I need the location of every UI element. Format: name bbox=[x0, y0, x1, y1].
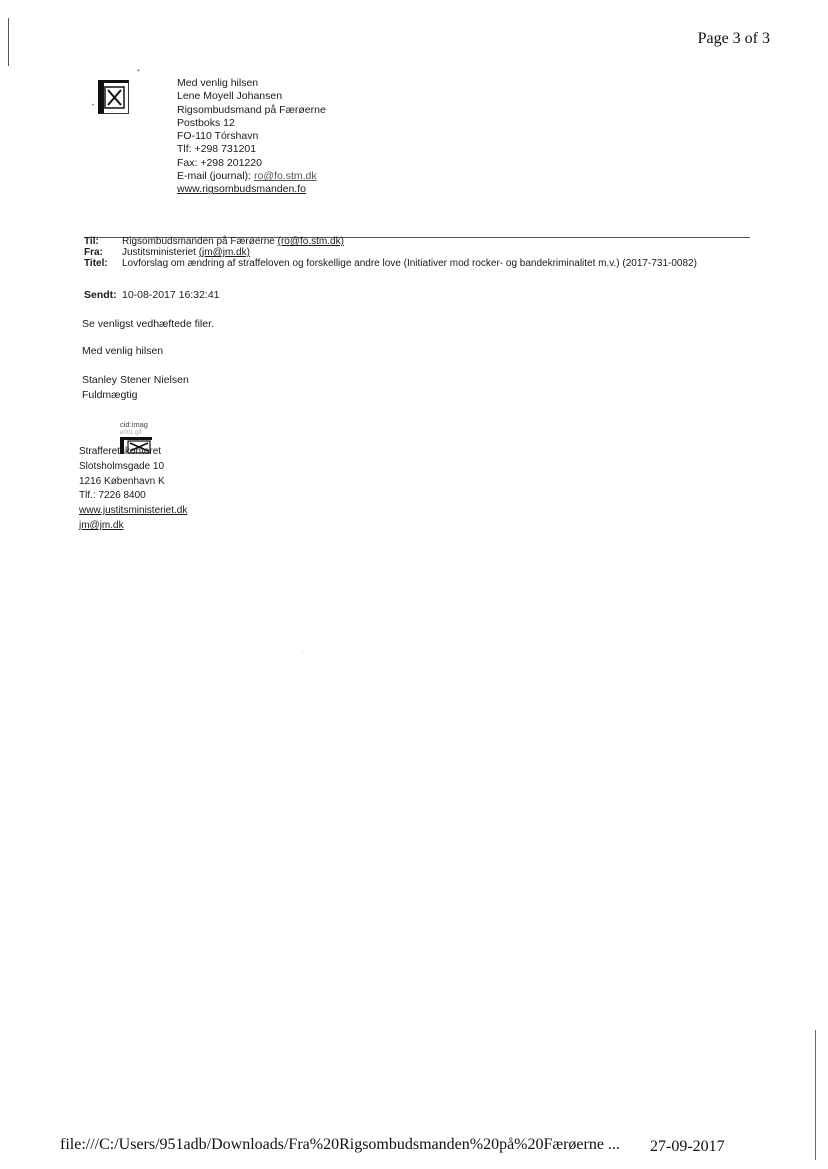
to-email-link[interactable]: (ro@fo.stm.dk) bbox=[277, 236, 344, 247]
body-greeting: Med venlig hilsen bbox=[82, 345, 164, 357]
header-sent-label: Sendt: bbox=[84, 289, 117, 301]
signature-postbox: Postboks 12 bbox=[177, 116, 235, 129]
address-street: Slotsholmsgade 10 bbox=[79, 460, 165, 472]
address-phone: Tlf.: 7226 8400 bbox=[79, 490, 146, 502]
header-from-row bbox=[84, 247, 742, 258]
signature-phone: Tlf: +298 731201 bbox=[177, 143, 257, 156]
scan-dot: • bbox=[92, 103, 95, 109]
scan-edge-mark-right bbox=[815, 1030, 816, 1160]
sender-title: Fuldmægtig bbox=[82, 388, 138, 401]
header-from-value bbox=[122, 247, 742, 258]
header-sent-value: 10-08-2017 16:32:41 bbox=[122, 289, 220, 301]
from-email-link[interactable]: (jm@jm.dk) bbox=[198, 247, 250, 258]
body-sender bbox=[82, 373, 189, 402]
image-caption bbox=[120, 421, 148, 437]
signature-organisation: Rigsombudsmand på Færøerne bbox=[177, 103, 326, 116]
image-caption-line1: cid:imag bbox=[120, 420, 148, 429]
address-website-link[interactable]: www.justitsministeriet.dk bbox=[79, 505, 188, 517]
email-header bbox=[84, 236, 742, 269]
header-from-label: Fra: bbox=[84, 247, 103, 258]
header-title-value: Lovforslag om ændring af straffeloven og forskellige andre love (Initiativer mod rocker- og bandekriminalitet m.v.) (2017-731-0082) bbox=[122, 258, 697, 269]
address-email-link[interactable]: jm@jm.dk bbox=[79, 519, 124, 531]
header-to-row bbox=[84, 236, 742, 247]
footer-file-path: file:///C:/Users/951adb/Downloads/Fra%20Rigsombudsmanden%20på%20Færøerne ... bbox=[60, 1136, 620, 1153]
signature-name: Lene Moyell Johansen bbox=[177, 90, 283, 103]
scan-speck bbox=[302, 651, 303, 652]
address-office: Strafferetskontoret bbox=[79, 446, 162, 457]
header-sent-row bbox=[84, 289, 220, 301]
signature-block bbox=[177, 77, 326, 197]
header-title-label: Titel: bbox=[84, 258, 108, 269]
scan-dot: • bbox=[137, 66, 140, 75]
image-caption-line2: e001.gif bbox=[120, 430, 142, 436]
broken-image-icon bbox=[98, 80, 129, 114]
signature-website-link[interactable]: www.rigsombudsmanden.fo bbox=[177, 183, 306, 196]
body-line: Se venligst vedhæftede filer. bbox=[82, 318, 214, 330]
signature-greeting: Med venlig hilsen bbox=[177, 77, 259, 89]
signature-email-line bbox=[177, 170, 326, 183]
scan-edge-mark bbox=[8, 18, 9, 66]
to-name: Rigsombudsmanden på Færøerne bbox=[122, 236, 278, 247]
header-to-label: Til: bbox=[84, 236, 99, 247]
sender-name: Stanley Stener Nielsen bbox=[82, 374, 189, 386]
from-name: Justitsministeriet bbox=[122, 247, 199, 258]
signature-email-link[interactable]: ro@fo.stm.dk bbox=[254, 170, 317, 183]
signature-email-label: E-mail (journal): bbox=[177, 170, 255, 183]
address-block bbox=[79, 445, 187, 534]
page-number: Page 3 of 3 bbox=[697, 30, 770, 47]
header-title-row bbox=[84, 258, 742, 269]
address-city: 1216 København K bbox=[79, 475, 165, 487]
footer-date: 27-09-2017 bbox=[650, 1138, 725, 1155]
header-to-value bbox=[122, 236, 742, 247]
signature-city: FO-110 Tórshavn bbox=[177, 130, 259, 143]
signature-fax: Fax: +298 201220 bbox=[177, 156, 262, 169]
